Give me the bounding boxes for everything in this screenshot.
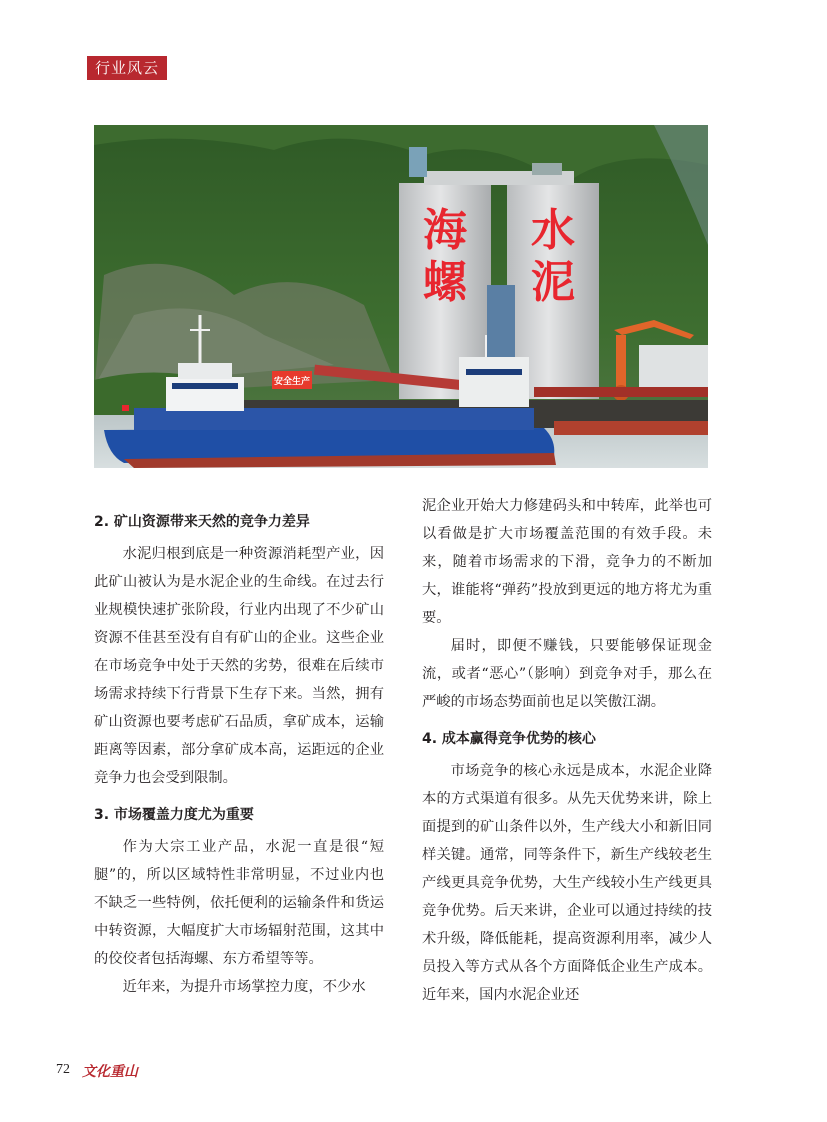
- magazine-logo-text: 文化重山: [82, 1064, 138, 1079]
- magazine-logo: [82, 1061, 142, 1079]
- left-column: [94, 490, 384, 1001]
- section3-paragraph-1: 作为大宗工业产品，水泥一直是很“短腿”的，所以区域特性非常明显，不过业内也不缺乏一些特例，依托便利的运输条件和货运中转资源，大幅度扩大市场辐射范围，这其中的佼佼者包括海螺、东方希望等等。: [94, 839, 384, 967]
- silo-left-char-1: 海: [423, 205, 467, 256]
- silo-right-char-1: 水: [531, 205, 575, 256]
- silo-right-char-2: 泥: [531, 257, 575, 308]
- section2-heading: 2. 矿山资源带来天然的竞争力差异: [94, 514, 310, 530]
- section3-heading: 3. 市场覆盖力度尤为重要: [94, 807, 254, 823]
- page-footer: [56, 1060, 142, 1080]
- section3-paragraph-2-start: 近年来，为提升市场掌控力度，不少水: [122, 979, 366, 995]
- safety-sign: 安全生产: [273, 377, 311, 387]
- right-column: [422, 492, 712, 1009]
- section-tag: 行业风云: [87, 56, 167, 80]
- section3-paragraph-3: 届时，即便不赚钱，只要能够保证现金流，或者“恶心”（影响）到竞争对手，那么在严峻的市场态势面前也足以笑傲江湖。: [422, 638, 712, 710]
- section2-paragraph: 水泥归根到底是一种资源消耗型产业，因此矿山被认为是水泥企业的生命线。在过去行业规模快速扩张阶段，行业内出现了不少矿山资源不佳甚至没有自有矿山的企业。这些企业在市场竞争中处于天然的劣势，很难在后续市场需求持续下行背景下生存下来。当然，拥有矿山资源也要考虑矿石品质，拿矿成本，运输距离等因素，部分拿矿成本高，运距远的企业竞争力也会受到限制。: [94, 546, 384, 786]
- page-number: 72: [56, 1062, 70, 1077]
- section3-paragraph-2-end: 泥企业开始大力修建码头和中转库，此举也可以看做是扩大市场覆盖范围的有效手段。未来，随着市场需求的下滑，竞争力的不断加大，谁能将“弹药”投放到更远的地方将尤为重要。: [422, 498, 712, 626]
- cement-plant-photo: [94, 125, 708, 468]
- section4-paragraph: 市场竞争的核心永远是成本，水泥企业降本的方式渠道有很多。从先天优势来讲，除上面提到的矿山条件以外，生产线大小和新旧同样关键。通常，同等条件下，新生产线较老生产线更具竞争优势，大生产线较小生产线更具竞争优势。后天来讲，企业可以通过持续的技术升级，降低能耗，提高资源利用率，减少人员投入等方式从各个方面降低企业生产成本。近年来，国内水泥企业还: [422, 763, 712, 1003]
- silo-left-char-2: 螺: [423, 257, 467, 308]
- section4-heading: 4. 成本赢得竞争优势的核心: [422, 731, 596, 747]
